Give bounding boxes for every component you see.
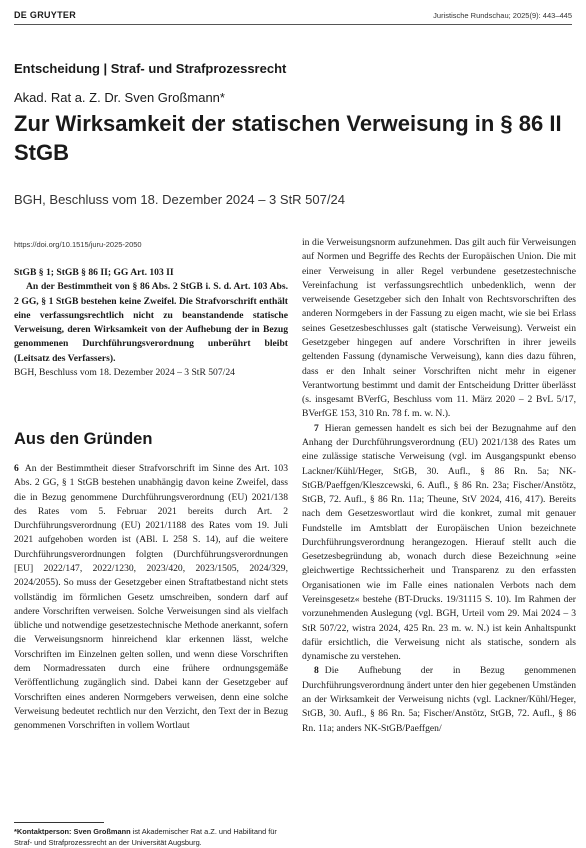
section-label: Entscheidung | Straf- und Strafprozessrecht xyxy=(14,61,287,76)
paragraph-6-part2 xyxy=(302,236,576,422)
footnote-rule xyxy=(14,822,104,823)
author-line: Akad. Rat a. Z. Dr. Sven Großmann* xyxy=(14,90,225,105)
journal-reference: Juristische Rundschau; 2025(9): 443–445 xyxy=(433,10,572,20)
summary-block xyxy=(14,266,288,380)
decision-citation: BGH, Beschluss vom 18. Dezember 2024 – 3 StR 507/24 xyxy=(14,192,345,207)
paragraph-text: Die Aufhebung der in Bezug genommenen Durchführungsverordnung ändert unter den hier gegebenen Umständen an der Wirksamkeit der Verweisung nichts (vgl. Lackner/Kühl/Heger, StGB, 30. Aufl., § 86 Rn. 5a; Fischer/Anstötz, StGB, 72. Aufl., § 86 Rn. 11a; anders NK-StGB/Paeffgen/ xyxy=(302,665,576,734)
article-title: Zur Wirksamkeit der statischen Verweisung in § 86 II StGB xyxy=(14,111,562,165)
norm-references: StGB § 1; StGB § 86 II; GG Art. 103 II xyxy=(14,267,174,278)
footnote-text: ist Akademischer Rat a.Z. und Habilitand für Straf- und Strafprozessrecht an der Universität Augsburg. xyxy=(14,827,277,847)
footnote-label: *Kontaktperson: Sven Großmann xyxy=(14,827,131,836)
header-rule xyxy=(14,24,572,25)
summary-citation: BGH, Beschluss vom 18. Dezember 2024 – 3 StR 507/24 xyxy=(14,366,235,378)
paragraph-number: 8 xyxy=(314,665,319,677)
body-right-column xyxy=(302,236,576,736)
paragraph-number: 7 xyxy=(314,422,319,434)
paragraph-7 xyxy=(302,422,576,665)
paragraph-text: in die Verweisungsnorm aufzunehmen. Das gilt auch für Verweisungen auf Normen und Begriffe des Rechts der Europäischen Union. Die mit einer Verweisung in aller Regel verbundene gesetzestechnische Vereinfachung ist verfassungsrechtlich unbedenklich, wenn der verweisende Gesetzgeber sich den Inhalt von Rechtsvorschriften des anderen Normgebers in der Fassung zu eigen macht, wie sie bei Erlass seines Gesetzesbeschlusses galt (statische Verweisung). Verweist ein Gesetzgeber hingegen auf andere Vorschriften in ihrer jeweils geltenden Fassung (dynamische Verweisung), kann dies dazu führen, dass er den Inhalt seiner Vorschriften nicht mehr in eigener Verantwortung bestimmt und damit der Entscheidung Dritter überlässt (s. insgesamt BVerfG, Beschluss vom 11. März 2020 – 2 BvL 5/17, BVerfGE 153, 310 Rn. 78 f. m. w. N.). xyxy=(302,237,576,420)
paragraph-text: An der Bestimmtheit dieser Strafvorschrift im Sinne des Art. 103 Abs. 2 GG, § 1 StGB bestehen unabhängig davon keine Zweifel, dass die in Bezug genommene Durchführungsverordnung (EU) 2021/138 des Rates vom 5. Februar 2021 bereits durch Art. 2 Durchführungsverordnung (EU) 2021/1188 des Rates vom 19. Juli 2021 aufgehoben worden ist (ABl. L 258 S. 14), auf die weitere Durchführungsverordnungen folgten (Durchführungsverordnungen [EU] 2022/147, 2022/1230, 2023/420, 2023/1505, 2024/329, 2024/2055). So muss der Gesetzgeber einen Straftatbestand nicht stets vollständig im förmlichen Gesetz umschreiben, sondern darf auf andere Vorschriften verweisen. Solche Verweisungen sind als vielfach übliche und notwendige gesetzestechnische Methode anerkannt, sofern die Verweisungsnorm hinreichend klar erkennen lässt, welche Vorschriften im Einzelnen gelten sollen, und wenn diese Vorschriften dem Normadressaten durch eine frühere ordnungsgemäße Veröffentlichung zugänglich sind. Dabei kann der Gesetzgeber auf Vorschriften eines anderen Normgebers verweisen, denn eine solche Verweisung bedeutet rechtlich nur den Verzicht, den Text der in Bezug genommenen Vorschriften in vollem Wortlaut xyxy=(14,463,288,732)
footnote xyxy=(14,827,284,848)
leitsatz: An der Bestimmtheit von § 86 Abs. 2 StGB i. S. d. Art. 103 Abs. 2 GG, § 1 StGB bestehen keine Zweifel. Die Strafvorschrift enthält eine verfassungsrechtlich nicht zu beanstandende statische Verweisung, deren Wirksamkeit von der Aufhebung der in Bezug genommenen Durchführungsverordnung unberührt bleibt (Leitsatz des Verfassers). xyxy=(14,281,288,364)
body-left-column xyxy=(14,462,288,733)
paragraph-8 xyxy=(302,664,576,735)
publisher-logo: DE GRUYTER xyxy=(14,10,77,20)
paragraph-text: Hieran gemessen handelt es sich bei der Bezugnahme auf den Anhang der Durchführungsverordnung (EU) 2021/138 des Rates um eine zulässige statische Verweisung (vgl. im Ausgangspunkt ebenso Lackner/Kühl/Heger, StGB, 30. Aufl., § 86 Rn. 5a; NK-StGB/Paeffgen/Kleszcewski, 6. Aufl., § 86 Rn. 23a; Fischer/Anstötz, StGB, 72. Aufl., § 86 Rn. 11a; Theune, StV 2024, 416, 417). Bereits nach dem Gesetzeswortlaut wird die konkret, zumal mit genauer Fundstelle im Amtsblatt der Europäischen Union bezeichnete Durchführungsverordnung herangezogen. Hierauf stellt auch die Gesetzesbegründung ab, wonach durch diese Bezeichnung »eine gleichwertige Rechtssicherheit und Transparenz zu den erfassten Organisationen wie im Falle eines nationalen Verbots nach dem Vereinsgesetz« bestehe (BT-Drucks. 19/31115 S. 10). Im Rahmen der vorzunehmenden Auslegung (vgl. BGH, Urteil vom 29. Mai 2024 – 3 StR 507/22, wistra 2024, 425 Rn. 23 m. w. N.) ist kein Anhaltspunkt dafür ersichtlich, die Verweisung nicht als statische, sondern als dynamische zu verstehen. xyxy=(302,422,576,663)
paragraph-number: 6 xyxy=(14,463,19,474)
reasons-heading: Aus den Gründen xyxy=(14,430,153,448)
running-header xyxy=(14,8,572,22)
doi-link[interactable]: https://doi.org/10.1515/juru-2025-2050 xyxy=(14,240,142,249)
paragraph-6-part1 xyxy=(14,462,288,733)
